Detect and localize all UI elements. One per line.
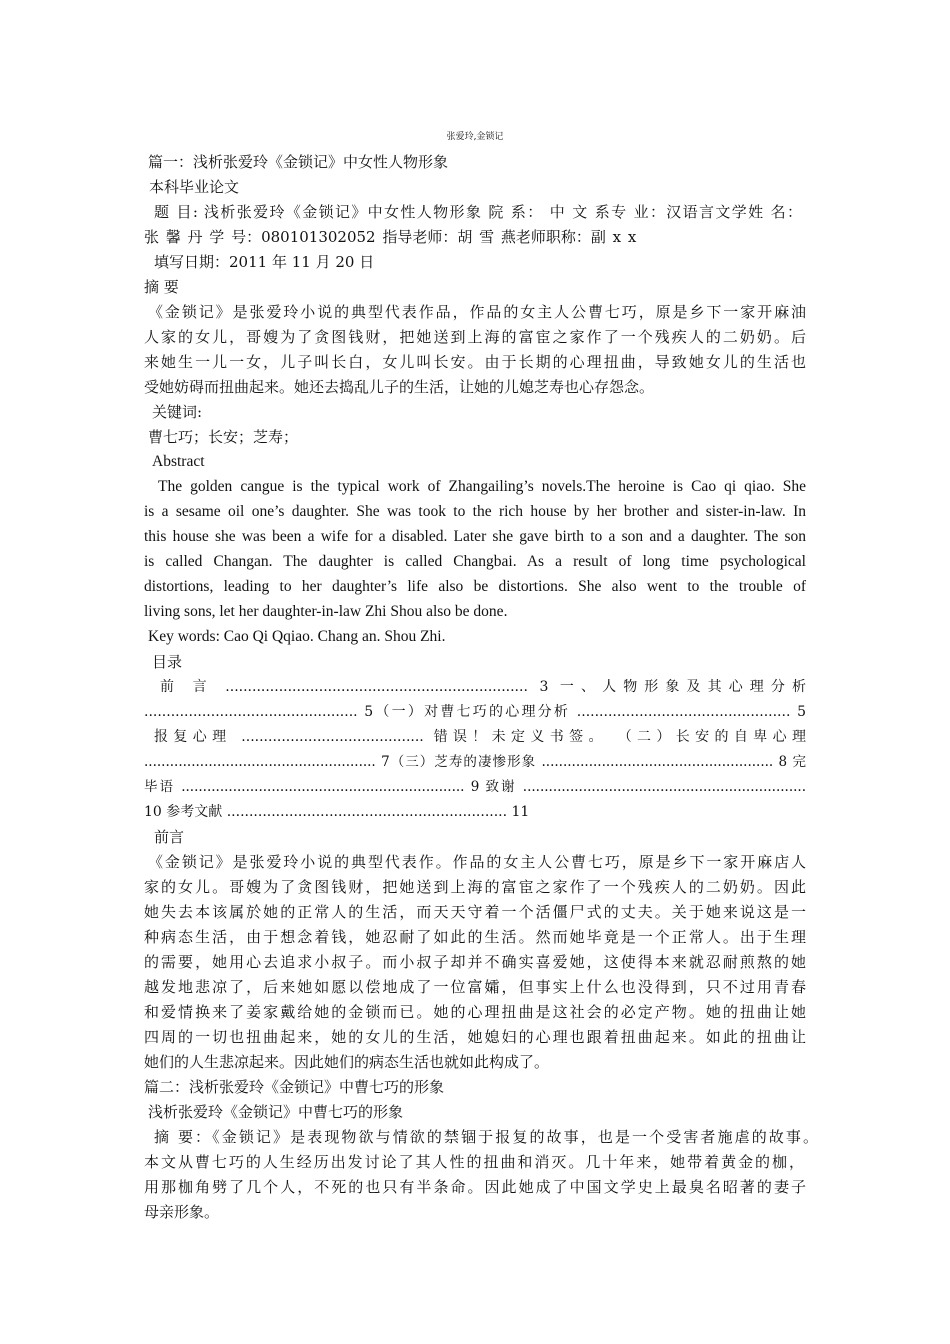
part2-abstract-line: 用那枷角劈了几个人，不死的也只有半条命。因此她成了中国文学史上最臭名昭著的妻子 — [144, 1178, 806, 1196]
toc-line: 报复心理 ......................................... 错误！未定义书签。 （二）长安的自卑心理 — [154, 729, 806, 745]
thesis-info-line: 题 目: 浅析张爱玲《金锁记》中女性人物形象 院 系： 中 文 系专 业：汉语言文学姓 名： — [154, 203, 802, 221]
toc-line: ...................................................... 7（三）芝寿的凄惨形象 ...................................................... 8 完 — [144, 754, 806, 770]
toc-line: 前 言 .................................................................... 3 一、人物形象及其心理分析 — [160, 679, 806, 695]
preface-line: 和爱情换来了姜家戴给她的金锁而已。她的心理扭曲是这社会的必定产物。她的扭曲让她 — [144, 1003, 806, 1021]
part2-abstract-line: 母亲形象。 — [144, 1203, 220, 1221]
document-title: 张爱玲,金锁记 — [446, 132, 504, 142]
part2-abstract-line: 本文从曹七巧的人生经历出发讨论了其人性的扭曲和消灭。几十年来，她带着黄金的枷， — [144, 1153, 804, 1171]
preface-line: 越发地悲凉了，后来她如愿以偿地成了一位富孀，但事实上什么也没得到，只不过用青春 — [144, 978, 806, 996]
abstract-line: 受她妨碍而扭曲起来。她还去捣乱儿子的生活，让她的儿媳芝寿也心存怨念。 — [144, 378, 655, 396]
en-abstract-line: living sons, let her daughter-in-law Zhi Shou also be done. — [144, 603, 508, 620]
abstract-line: 来她生一儿一女，儿子叫长白，女儿叫长安。由于长期的心理扭曲，导致她女儿的生活也 — [144, 353, 806, 371]
part2-title: 浅析张爱玲《金锁记》中曹七巧的形象 — [148, 1103, 404, 1121]
preface-heading: 前言 — [154, 828, 185, 846]
preface-line: 种病态生活，由于想念着钱，她忍耐了如此的生活。然而她毕竟是一个正常人。出于生理 — [144, 928, 806, 946]
en-abstract-line: The golden cangue is the typical work of Zhangailing’s novels.The heroine is Cao qi qiao. She — [158, 478, 806, 495]
en-abstract-line: is a sesame oil one’s daughter. She was took to the rich house by her brother and sister-in-law. In — [144, 503, 806, 520]
preface-line: 她们的人生悲凉起来。因此她们的病态生活也就如此构成了。 — [144, 1053, 550, 1071]
en-abstract-heading: Abstract — [152, 453, 205, 470]
en-abstract-line: this house she was been a wife for a disabled. Later she gave birth to a son and a daughter. The son — [144, 528, 806, 545]
toc-line: 10 参考文献 ............................................................... 11 — [144, 804, 530, 820]
preface-line: 家的女儿。哥嫂为了贪图钱财，把她送到上海的富宦之家作了一个残疾人的二奶奶。因此 — [144, 878, 806, 896]
abstract-line: 《金锁记》是张爱玲小说的典型代表作品，作品的女主人公曹七巧，原是乡下一家开麻油 — [148, 303, 806, 321]
abstract-heading: 摘 要 — [144, 278, 179, 296]
toc-line: ................................................ 5（一）对曹七巧的心理分析 ................................................ 5 — [144, 704, 806, 720]
part1-heading: 篇一：浅析张爱玲《金锁记》中女性人物形象 — [148, 153, 449, 171]
thesis-type: 本科毕业论文 — [149, 178, 240, 196]
part2-heading: 篇二：浅析张爱玲《金锁记》中曹七巧的形象 — [144, 1078, 445, 1096]
thesis-info-line: 张 馨 丹 学 号：080101302052 指导老师：胡 雪 燕老师职称：副 x x — [144, 228, 637, 246]
date-line: 填写日期：2011 年 11 月 20 日 — [154, 253, 375, 271]
preface-line: 四周的一切也扭曲起来，她的女儿的生活，她媳妇的心理也跟着扭曲起来。如此的扭曲让 — [144, 1028, 806, 1046]
keywords-heading: 关键词: — [152, 403, 203, 421]
abstract-line: 人家的女儿，哥嫂为了贪图钱财，把她送到上海的富宦之家作了一个残疾人的二奶奶。后 — [144, 328, 806, 346]
en-keywords: Key words: Cao Qi Qqiao. Chang an. Shou Zhi. — [148, 628, 446, 645]
part2-abstract-line: 摘 要：《金锁记》是表现物欲与情欲的禁锢于报复的故事，也是一个受害者施虐的故事。 — [154, 1128, 818, 1146]
preface-line: 的需要，她用心去追求小叔子。而小叔子却并不确实喜爱她，这使得本来就忍耐煎熬的她 — [144, 953, 806, 971]
en-abstract-line: distortions, leading to her daughter’s life also be distortions. She also went to the trouble of — [144, 578, 806, 595]
toc-heading: 目录 — [152, 653, 183, 671]
keywords: 曹七巧；长安；芝寿； — [148, 428, 299, 446]
preface-line: 《金锁记》是张爱玲小说的典型代表作。作品的女主人公曹七巧，原是乡下一家开麻店人 — [148, 853, 806, 871]
en-abstract-line: is called Changan. The daughter is called Changbai. As a result of long time psychological — [144, 553, 806, 570]
preface-line: 她失去本该属於她的正常人的生活，而天天守着一个活僵尸式的丈夫。关于她来说这是一 — [144, 903, 806, 921]
toc-line: 毕语 .................................................................. 9 致谢 .................................................................. — [144, 779, 806, 795]
